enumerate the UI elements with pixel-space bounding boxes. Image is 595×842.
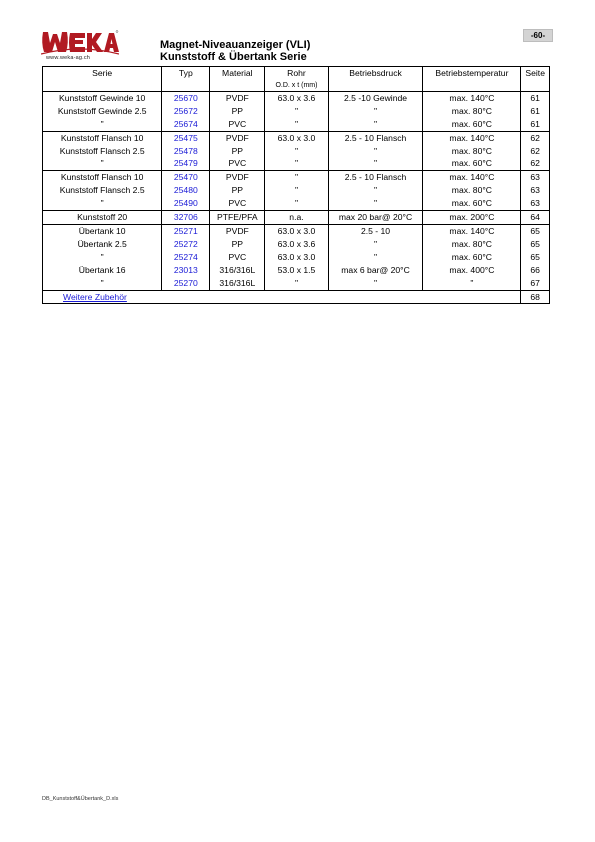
cell-typ-link[interactable]: 23013	[162, 264, 210, 277]
header-material: Material	[210, 67, 265, 92]
cell-material: PVC	[210, 118, 265, 131]
cell-rohr: "	[265, 197, 328, 210]
cell-temp: max. 80°C	[423, 105, 521, 118]
cell-material: 316/316L	[210, 277, 265, 290]
cell-typ-link[interactable]: 32706	[162, 211, 210, 225]
table-row	[43, 145, 550, 158]
cell-druck: "	[328, 184, 423, 197]
cell-seite: 61	[521, 105, 550, 118]
cell-material: 316/316L	[210, 264, 265, 277]
cell-temp: max. 400°C	[423, 264, 521, 277]
cell-temp: max. 80°C	[423, 145, 521, 158]
cell-seite: 61	[521, 91, 550, 104]
cell-temp: max. 140°C	[423, 224, 521, 237]
cell-druck: "	[328, 157, 423, 170]
cell-seite: 61	[521, 118, 550, 131]
table-row	[43, 211, 550, 225]
header-serie: Serie	[43, 67, 162, 92]
header-rohr	[265, 67, 328, 92]
cell-rohr: "	[265, 118, 328, 131]
accessories-link[interactable]: Weitere Zubehör	[63, 291, 127, 302]
cell-druck: "	[328, 251, 423, 264]
cell-material: PTFE/PFA	[210, 211, 265, 225]
cell-temp: max. 60°C	[423, 157, 521, 170]
header-seite: Seite	[521, 67, 550, 92]
cell-rohr: n.a.	[265, 211, 328, 225]
cell-typ-link[interactable]: 25672	[162, 105, 210, 118]
cell-druck: 2.5 - 10	[328, 224, 423, 237]
table-row	[43, 238, 550, 251]
cell-typ-link[interactable]: 25479	[162, 157, 210, 170]
cell-typ-link[interactable]: 25670	[162, 91, 210, 104]
cell-material: PP	[210, 105, 265, 118]
cell-material: PVC	[210, 157, 265, 170]
cell-rohr: "	[265, 145, 328, 158]
cell-material: PVC	[210, 251, 265, 264]
cell-rohr: 63.0 x 3.6	[265, 238, 328, 251]
accessories-row	[43, 290, 550, 304]
cell-rohr: 63.0 x 3.0	[265, 224, 328, 237]
page-title: Magnet-Niveauanzeiger (VLI)	[160, 39, 311, 51]
footer-filename: DB_Kunststoff&Übertank_D.xls	[42, 796, 119, 802]
cell-rohr: "	[265, 157, 328, 170]
cell-druck: "	[328, 105, 423, 118]
cell-seite: 65	[521, 238, 550, 251]
cell-seite: 65	[521, 224, 550, 237]
cell-seite: 62	[521, 131, 550, 144]
cell-material: PVDF	[210, 171, 265, 184]
cell-rohr: 63.0 x 3.0	[265, 251, 328, 264]
table-row	[43, 105, 550, 118]
cell-druck: "	[328, 277, 423, 290]
cell-material: PVC	[210, 197, 265, 210]
cell-temp: max. 60°C	[423, 118, 521, 131]
cell-typ-link[interactable]: 25480	[162, 184, 210, 197]
cell-rohr: "	[265, 171, 328, 184]
cell-temp: max. 140°C	[423, 131, 521, 144]
cell-druck: 2.5 - 10 Flansch	[328, 171, 423, 184]
cell-druck: 2.5 -10 Gewinde	[328, 91, 423, 104]
cell-typ-link[interactable]: 25272	[162, 238, 210, 251]
cell-seite: 66	[521, 264, 550, 277]
cell-material: PVDF	[210, 224, 265, 237]
cell-seite: 67	[521, 277, 550, 290]
table-row	[43, 224, 550, 237]
cell-typ-link[interactable]: 25271	[162, 224, 210, 237]
cell-typ-link[interactable]: 25674	[162, 118, 210, 131]
table-row	[43, 171, 550, 184]
cell-temp: max. 140°C	[423, 91, 521, 104]
cell-rohr: 63.0 x 3.0	[265, 131, 328, 144]
cell-temp: max. 60°C	[423, 197, 521, 210]
cell-druck: 2.5 - 10 Flansch	[328, 131, 423, 144]
cell-material: PVDF	[210, 91, 265, 104]
cell-seite: 63	[521, 197, 550, 210]
cell-seite: 64	[521, 211, 550, 225]
cell-typ-link[interactable]: 25470	[162, 171, 210, 184]
cell-druck: max 6 bar@ 20°C	[328, 264, 423, 277]
cell-rohr: 63.0 x 3.6	[265, 91, 328, 104]
cell-typ-link[interactable]: 25478	[162, 145, 210, 158]
page-number: -60-	[523, 29, 553, 42]
cell-druck: "	[328, 145, 423, 158]
cell-serie: "	[43, 277, 162, 290]
cell-serie: Kunststoff Flansch 10	[43, 131, 162, 144]
weka-logo-graphic	[41, 30, 119, 56]
table-row	[43, 251, 550, 264]
accessories-page: 68	[521, 290, 550, 304]
cell-temp: max. 140°C	[423, 171, 521, 184]
header-temp: Betriebstemperatur	[423, 67, 521, 92]
cell-rohr: "	[265, 184, 328, 197]
cell-serie: Übertank 16	[43, 264, 162, 277]
cell-serie: "	[43, 251, 162, 264]
page-subtitle: Kunststoff & Übertank Serie	[160, 51, 307, 63]
cell-seite: 65	[521, 251, 550, 264]
cell-temp: max. 60°C	[423, 251, 521, 264]
cell-serie: Kunststoff Flansch 2.5	[43, 184, 162, 197]
header-rohr-sub: O.D. x t (mm)	[275, 81, 318, 89]
cell-typ-link[interactable]: 25274	[162, 251, 210, 264]
cell-serie: "	[43, 157, 162, 170]
cell-serie: Kunststoff Flansch 2.5	[43, 145, 162, 158]
cell-material: PP	[210, 145, 265, 158]
cell-serie: "	[43, 118, 162, 131]
table-row	[43, 131, 550, 144]
cell-serie: Kunststoff Gewinde 2.5	[43, 105, 162, 118]
cell-serie: Übertank 2.5	[43, 238, 162, 251]
header-rohr-label: Rohr	[287, 68, 306, 78]
cell-seite: 62	[521, 145, 550, 158]
table-row	[43, 277, 550, 290]
cell-material: PP	[210, 238, 265, 251]
logo-url: www.weka-ag.ch	[46, 55, 91, 61]
cell-seite: 63	[521, 171, 550, 184]
cell-rohr: "	[265, 277, 328, 290]
cell-druck: "	[328, 197, 423, 210]
weka-logo	[41, 30, 119, 66]
product-table	[42, 66, 550, 304]
cell-serie: Kunststoff 20	[43, 211, 162, 225]
cell-temp: max. 80°C	[423, 184, 521, 197]
cell-typ-link[interactable]: 25270	[162, 277, 210, 290]
cell-rohr: "	[265, 105, 328, 118]
cell-serie: Kunststoff Flansch 10	[43, 171, 162, 184]
cell-material: PVDF	[210, 131, 265, 144]
cell-seite: 63	[521, 184, 550, 197]
cell-druck: "	[328, 118, 423, 131]
cell-rohr: 53.0 x 1.5	[265, 264, 328, 277]
accessories-cell	[43, 290, 521, 304]
table-row	[43, 197, 550, 210]
table-row	[43, 157, 550, 170]
cell-typ-link[interactable]: 25475	[162, 131, 210, 144]
table-row	[43, 91, 550, 104]
cell-temp: max. 80°C	[423, 238, 521, 251]
header-druck: Betriebsdruck	[328, 67, 423, 92]
cell-serie: "	[43, 197, 162, 210]
cell-typ-link[interactable]: 25490	[162, 197, 210, 210]
cell-serie: Kunststoff Gewinde 10	[43, 91, 162, 104]
cell-druck: "	[328, 238, 423, 251]
cell-seite: 62	[521, 157, 550, 170]
cell-material: PP	[210, 184, 265, 197]
header-typ: Typ	[162, 67, 210, 92]
table-header-row	[43, 67, 550, 92]
table-row	[43, 184, 550, 197]
table-row	[43, 264, 550, 277]
cell-temp: "	[423, 277, 521, 290]
table-row	[43, 118, 550, 131]
cell-druck: max 20 bar@ 20°C	[328, 211, 423, 225]
cell-serie: Übertank 10	[43, 224, 162, 237]
cell-temp: max. 200°C	[423, 211, 521, 225]
page-title-block	[160, 39, 310, 63]
